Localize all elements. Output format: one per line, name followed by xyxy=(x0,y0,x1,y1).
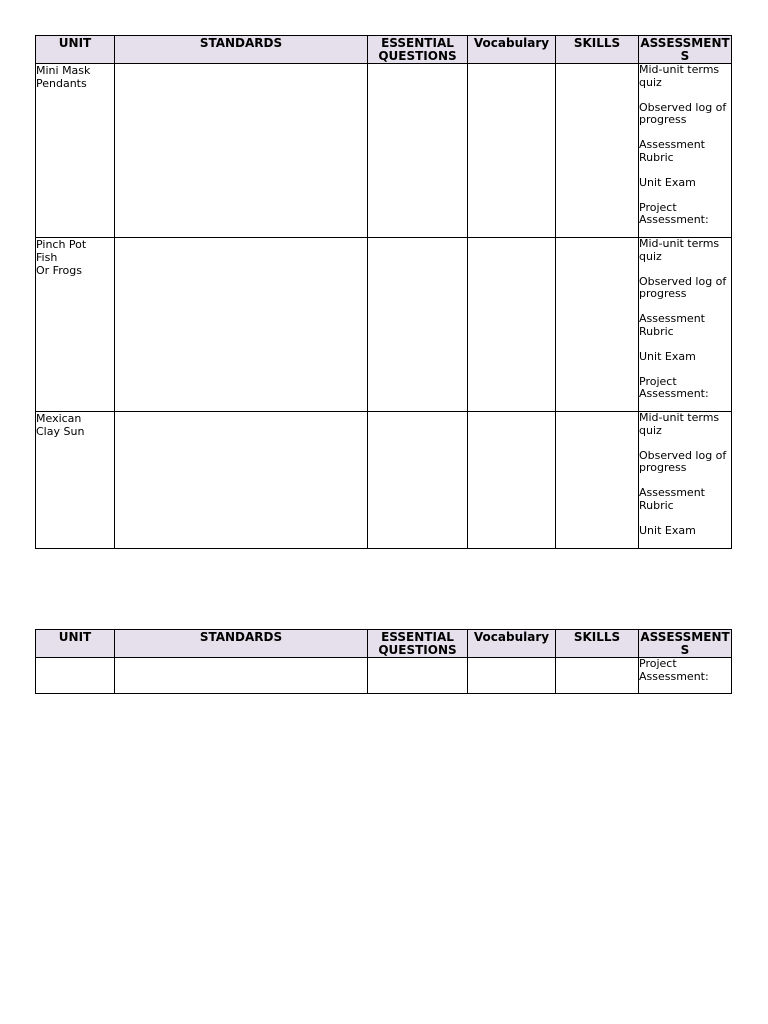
header-vocabulary: Vocabulary xyxy=(468,36,556,64)
assessment-item: Project Assessment: xyxy=(639,374,709,400)
assessment-item: Observed log of progress xyxy=(639,448,727,474)
unit-name-line: Or Frogs xyxy=(36,264,82,277)
header-assessments: ASSESSMENTS xyxy=(640,630,730,657)
unit-cell xyxy=(36,238,115,412)
assessment-item: Assessment Rubric xyxy=(639,312,705,338)
standards-cell xyxy=(115,64,368,238)
standards-cell xyxy=(115,238,368,412)
unit-cell xyxy=(36,64,115,238)
unit-name-line: Mexican xyxy=(36,412,82,425)
essential-questions-cell xyxy=(368,412,468,549)
table-row xyxy=(36,658,732,694)
header-unit: UNIT xyxy=(36,630,115,658)
assessment-item: Mid-unit terms quiz xyxy=(639,411,720,437)
essential-questions-cell xyxy=(368,658,468,694)
essential-questions-cell xyxy=(368,64,468,238)
header-assessments: ASSESSMENTS xyxy=(640,36,730,63)
assessment-item: Assessment Rubric xyxy=(639,138,705,164)
assessment-item: Assessment Rubric xyxy=(639,486,705,512)
curriculum-table-1 xyxy=(35,35,732,549)
unit-cell xyxy=(36,658,115,694)
essential-questions-cell xyxy=(368,238,468,412)
assessments-cell xyxy=(639,658,732,694)
header-standards: STANDARDS xyxy=(115,630,368,658)
skills-cell xyxy=(556,658,639,694)
assessment-item: Observed log of progress xyxy=(639,274,727,300)
header-vocabulary: Vocabulary xyxy=(468,630,556,658)
table-row xyxy=(36,64,732,238)
table-row xyxy=(36,238,732,412)
header-skills: SKILLS xyxy=(556,630,639,658)
unit-name-line: Pinch Pot xyxy=(36,238,87,251)
assessment-item: Project Assessment: xyxy=(639,200,709,226)
skills-cell xyxy=(556,238,639,412)
vocabulary-cell xyxy=(468,412,556,549)
unit-name-line: Clay Sun xyxy=(36,425,85,438)
curriculum-table-2 xyxy=(35,629,732,694)
assessment-item: Unit Exam xyxy=(639,349,696,363)
header-essential-questions: ESSENTIAL QUESTIONS xyxy=(368,630,468,658)
assessment-item: Mid-unit terms quiz xyxy=(639,63,720,89)
header-unit: UNIT xyxy=(36,36,115,64)
assessment-item: Observed log of progress xyxy=(639,100,727,126)
standards-cell xyxy=(115,658,368,694)
vocabulary-cell xyxy=(468,238,556,412)
assessment-item: Unit Exam xyxy=(639,175,696,189)
skills-cell xyxy=(556,64,639,238)
unit-cell xyxy=(36,412,115,549)
header-row xyxy=(36,630,732,658)
assessments-cell xyxy=(639,238,732,412)
assessment-item: Project Assessment: xyxy=(639,657,709,683)
assessments-cell xyxy=(639,64,732,238)
header-standards: STANDARDS xyxy=(115,36,368,64)
header-essential-questions: ESSENTIAL QUESTIONS xyxy=(368,36,468,64)
vocabulary-cell xyxy=(468,658,556,694)
unit-name-line: Mini Mask xyxy=(36,64,91,77)
table-row xyxy=(36,412,732,549)
header-row xyxy=(36,36,732,64)
assessments-cell xyxy=(639,412,732,549)
header-skills: SKILLS xyxy=(556,36,639,64)
skills-cell xyxy=(556,412,639,549)
unit-name-line: Fish xyxy=(36,251,58,264)
assessment-item: Mid-unit terms quiz xyxy=(639,237,720,263)
unit-name-line: Pendants xyxy=(36,77,87,90)
assessment-item: Unit Exam xyxy=(639,523,696,537)
standards-cell xyxy=(115,412,368,549)
vocabulary-cell xyxy=(468,64,556,238)
